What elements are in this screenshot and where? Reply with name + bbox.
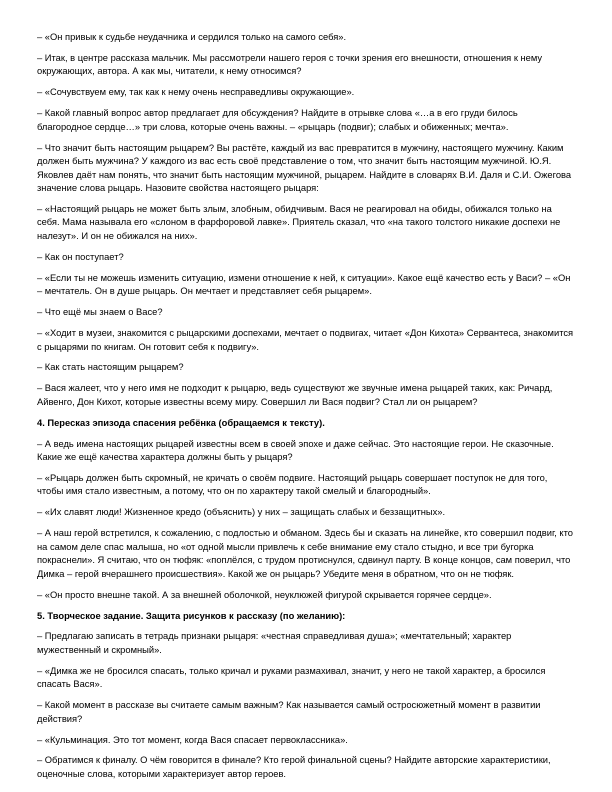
paragraph: – «Димка же не бросился спасать, только кричал и руками размахивал, значит, у него не такой характер, а бросился спасать Вася».	[37, 665, 546, 690]
paragraph: – Как стать настоящим рыцарем?	[37, 362, 184, 373]
paragraph: – «Их славят люди! Жизненное кредо (объяснить) у них – защищать слабых и беззащитных».	[37, 507, 446, 518]
paragraph: – «Рыцарь должен быть скромный, не кричать о своём подвиге. Настоящий рыцарь совершает поступок не для того, чтобы имя стало известным, а потому, что он по характеру такой смелый и благородный».	[37, 472, 548, 497]
paragraph: – Предлагаю записать в тетрадь признаки рыцаря: «честная справедливая душа»; «мечтательный; характер мужественный и скромный».	[37, 631, 512, 655]
paragraph: – «Кульминация. Это тот момент, когда Вася спасает первоклассника».	[37, 734, 348, 745]
paragraph: – Вася жалеет, что у него имя не подходит к рыцарю, ведь существуют же звучные имена рыцарей таких, как: Ричард, Айвенго, Дон Кихот, которые известны всему миру. Совершил ли Вася подвиг? Стал ли он рыцарем?	[37, 383, 553, 407]
paragraph: – «Он просто внешне такой. А за внешней оболочкой, неуклюжей фигурой скрывается горячее сердце».	[37, 589, 492, 600]
paragraph: – «Он привык к судьбе неудачника и сердился только на самого себя».	[37, 32, 347, 42]
paragraph: – «Ходит в музеи, знакомится с рыцарскими доспехами, мечтает о подвигах, читает «Дон Кихота» Сервантеса, знакомится с рыцарями по книгам. Он готовит себя к подвигу».	[37, 328, 574, 352]
paragraph: – Итак, в центре рассказа мальчик. Мы рассмотрели нашего героя с точки зрения его внешности, отношения к нему окружающих, автора. А как мы, читатели, к нему относимся?	[37, 52, 543, 77]
paragraph: – «Если ты не можешь изменить ситуацию, измени отношение к ней, к ситуации». Какое ещё качество есть у Васи? – «Он – мечтатель. Он в душе рыцарь. Он мечтает и представляет себя рыцарем».	[37, 272, 571, 297]
paragraph: – А ведь имена настоящих рыцарей известны всем в своей эпохе и даже сейчас. Это настоящие герои. Не сказочные. Какие же ещё качества характера должны быть у рыцаря?	[37, 438, 554, 463]
paragraph: – Обратимся к финалу. О чём говорится в финале? Кто герой финальной сцены? Найдите авторские характеристики, оценочные слова, которыми характеризует автор героев.	[37, 755, 551, 779]
paragraph: – Какой момент в рассказе вы считаете самым важным? Как называется самый остросюжетный момент в развитии действия?	[37, 700, 541, 724]
paragraph: – Что значит быть настоящим рыцарем? Вы растёте, каждый из вас превратится в мужчину, настоящего мужчину. Каким должен быть мужчина? У каждого из вас есть своё представление о том, что значит быть настоящим мужчиной. Ю.Я. Яковлев даёт нам понять, что значит быть настоящим мужчиной, рыцарем. Найдите в словарях В.И. Даля и С.И. Ожегова значение слова рыцарь. Назовите свойства настоящего рыцаря:	[37, 142, 572, 194]
paragraph: – Как он поступает?	[37, 251, 124, 262]
paragraph: – Что ещё мы знаем о Васе?	[37, 307, 163, 318]
paragraph: – «Сочувствуем ему, так как к нему очень несправедливы окружающие».	[37, 87, 355, 98]
paragraph: – А наш герой встретился, к сожалению, с подлостью и обманом. Здесь бы и сказать на линейке, кто совершил подвиг, кто на самом деле спас малыша, но «от одной мысли привлечь к себе внимание ему стало стыдно, и все три бугорка покраснели». Я считаю, что он тюфяк: «поплёлся, с трудом протиснулся, сдвинул парту. В конце концов, сам поверил, что Димка – герой вчерашнего происшествия». Какой же он рыцарь? Убедите меня в обратном, что он не тюфяк.	[37, 528, 573, 579]
paragraph: – «Настоящий рыцарь не может быть злым, злобным, обидчивым. Вася не реагировал на обиды, обижался только на себя. Мама называла его «слоном в фарфоровой лавке». Приятель сказал, что «на такого толстого никакие доспехи не налезут». И он не обижался на них».	[37, 203, 561, 241]
section-heading: 4. Пересказ эпизода спасения ребёнка (обращаемся к тексту).	[37, 417, 325, 428]
section-heading: 5. Творческое задание. Защита рисунков к рассказу (по желанию):	[37, 610, 346, 621]
paragraph: – Какой главный вопрос автор предлагает для обсуждения? Найдите в отрывке слова «…а в его груди билось благородное сердце…» три слова, которые очень важны. – «рыцарь (подвиг); слабых и обиженных; мечта».	[37, 108, 518, 132]
